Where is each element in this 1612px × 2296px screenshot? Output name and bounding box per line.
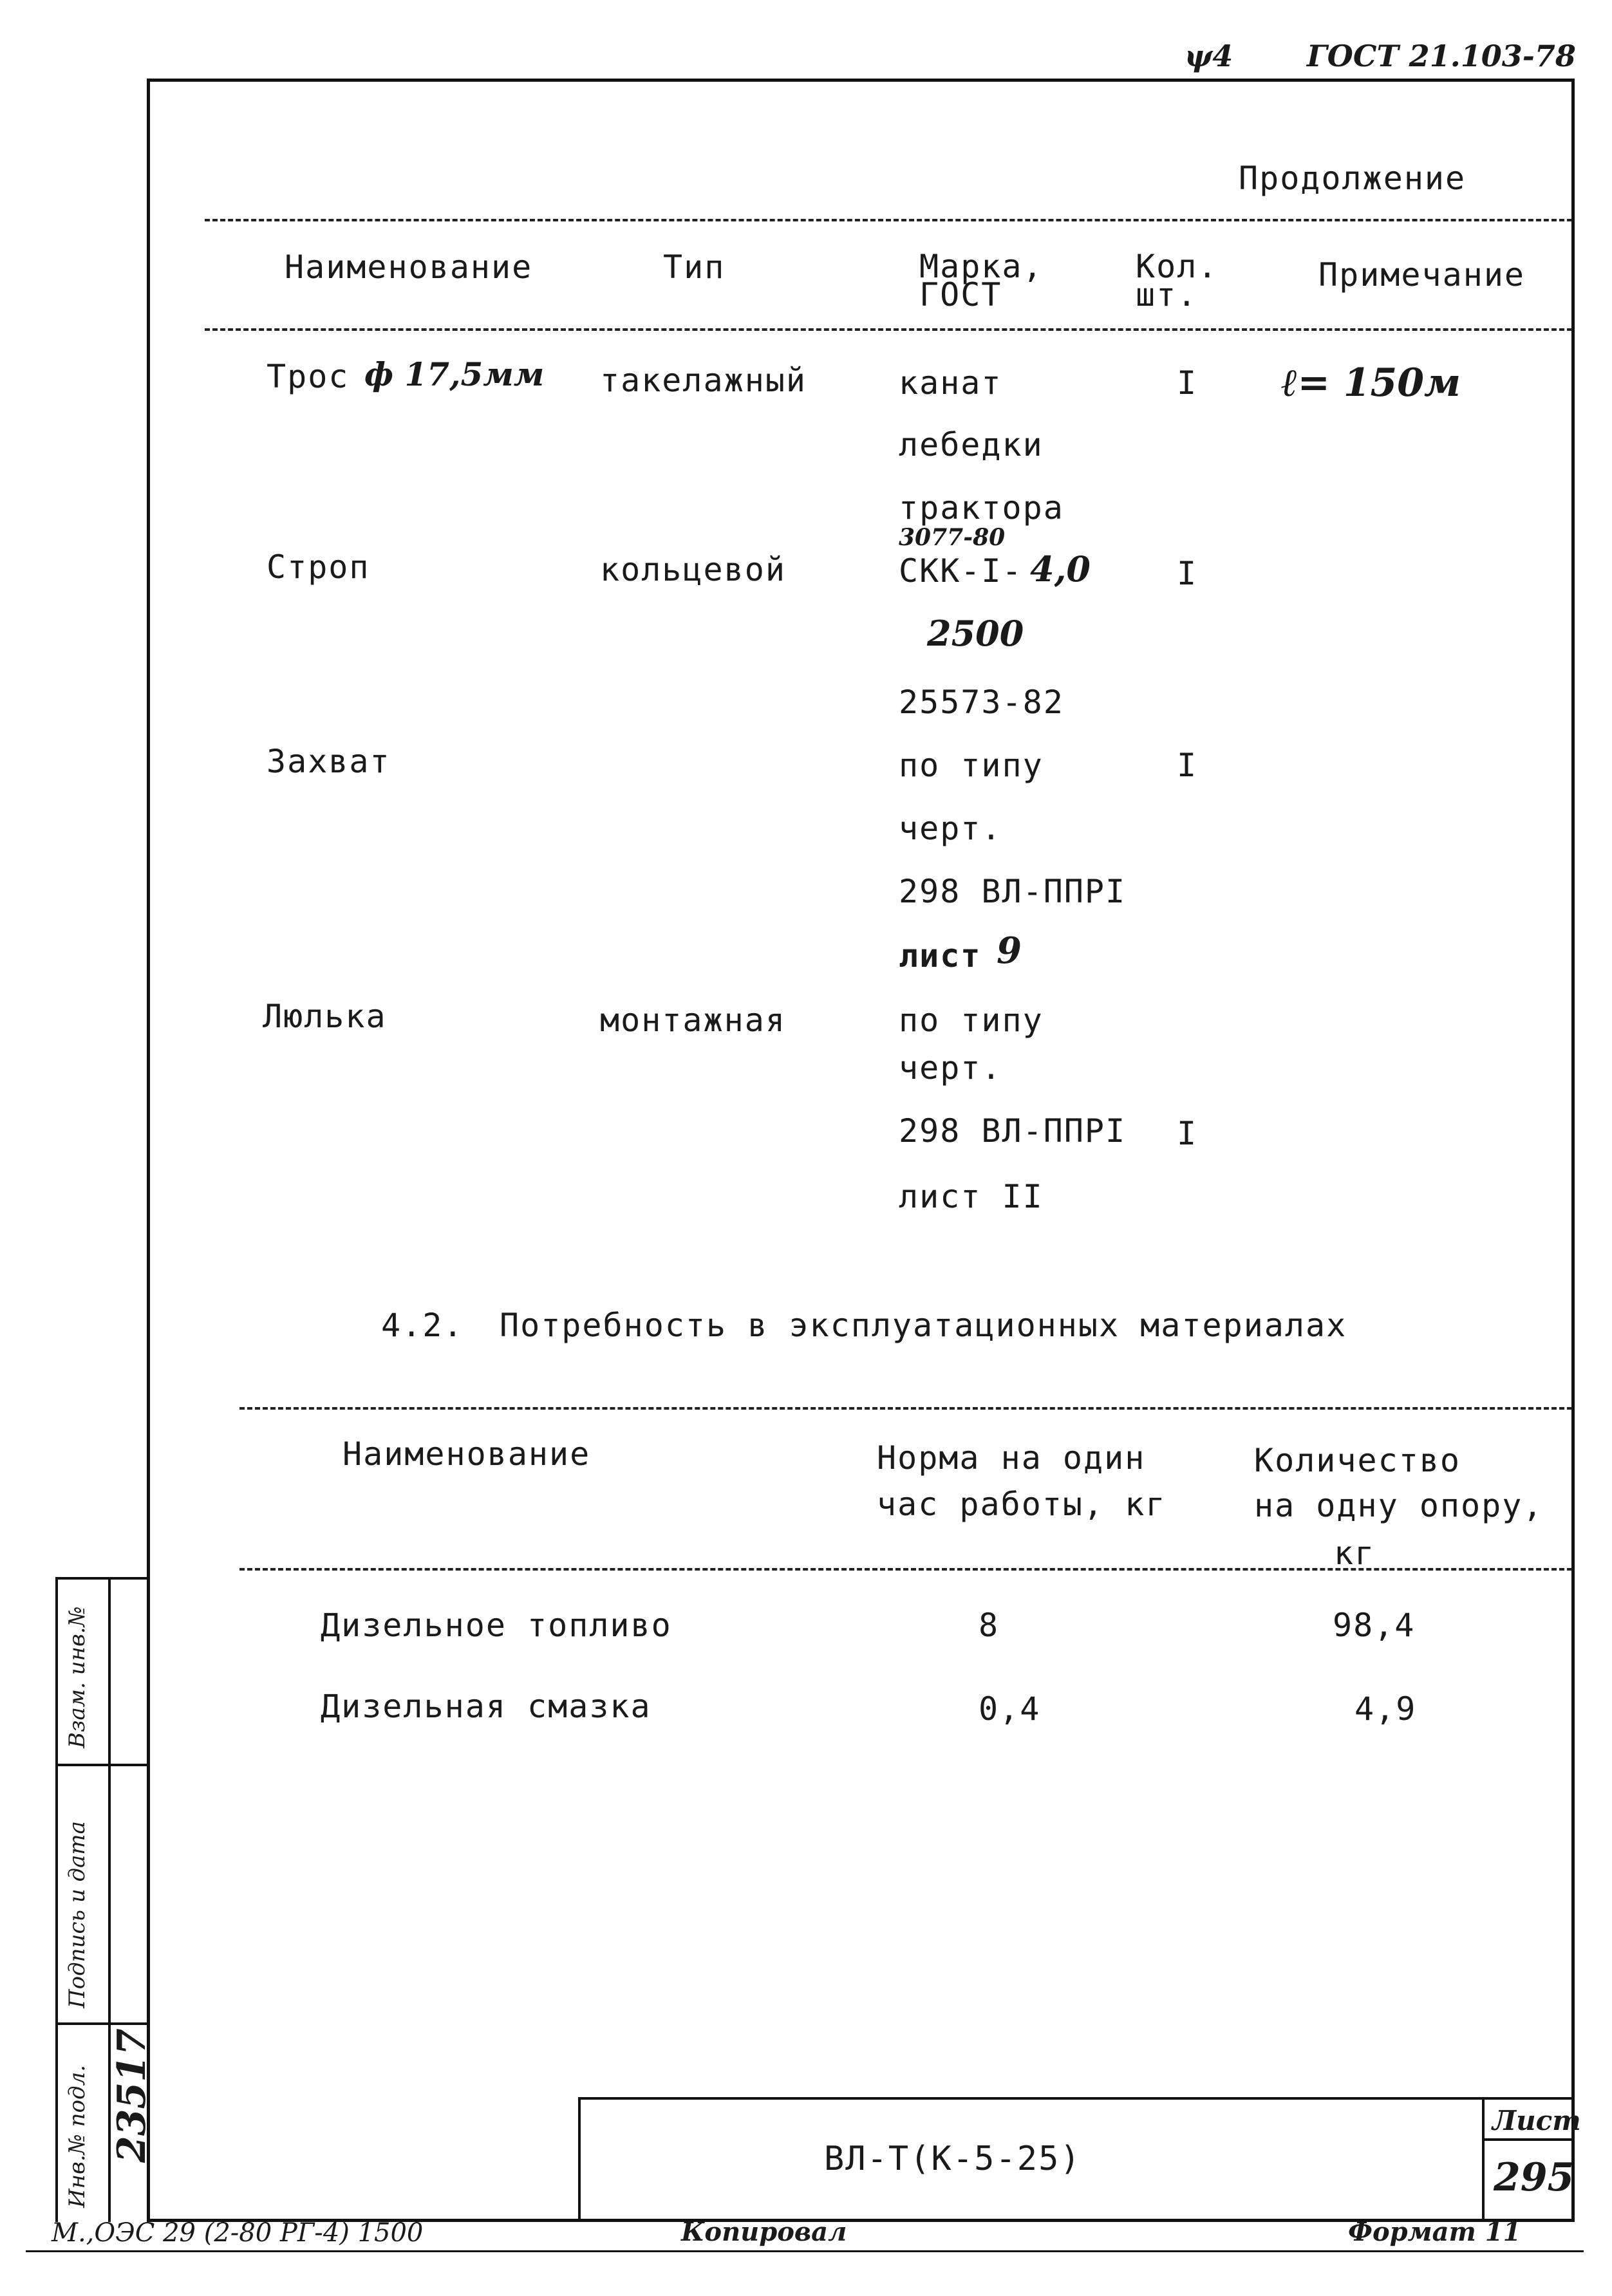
continuation-label: Продолжение	[1239, 160, 1467, 197]
title-block-sheet-rule	[1482, 2138, 1575, 2141]
table1-top-rule	[205, 219, 1572, 221]
row-mark-line: черт.	[899, 1049, 1002, 1087]
t2-row-qty: 98,4	[1333, 1607, 1416, 1644]
sign-label: Подпись и дата	[64, 1821, 90, 2008]
section-title: Потребность в эксплуатационных материалах	[500, 1307, 1347, 1344]
t2-col-qty-header: на одну опору,	[1254, 1487, 1544, 1524]
col-name-header: Наименование	[285, 248, 533, 286]
row-mark-line: лист II	[899, 1178, 1044, 1215]
row-type: монтажная	[600, 1002, 786, 1039]
t2-col-qty-header: кг	[1334, 1535, 1376, 1572]
row-qty: I	[1177, 1115, 1198, 1152]
standard-code: ГОСТ 21.103-78	[1307, 39, 1576, 73]
row-mark-gost-above: 3077-80	[899, 524, 1006, 551]
col-mark-header	[919, 248, 1067, 313]
sheet-number: 295	[1494, 2155, 1575, 2200]
col-mark-header-text: Марка, ГОСТ	[919, 248, 1044, 313]
table2-top-rule	[239, 1407, 1572, 1410]
row-mark-line: по типу	[899, 747, 1044, 784]
footer-rule	[26, 2250, 1584, 2252]
row-name: Строп	[267, 548, 370, 586]
row-mark-gost: 25573-82	[899, 684, 1064, 721]
row-type: кольцевой	[600, 551, 786, 588]
row-mark-line: 298 ВЛ-ППРI	[899, 873, 1127, 910]
row-mark-line: черт.	[899, 810, 1002, 847]
replace-label: Взам. инв.№	[64, 1606, 90, 1748]
row-note: ℓ= 150м	[1281, 360, 1461, 406]
sheet-mark: ψ4	[1185, 39, 1233, 73]
t2-row-name: Дизельная смазка	[321, 1688, 651, 1725]
title-block-top	[578, 2097, 1575, 2100]
title-block-sheet-divider	[1482, 2097, 1485, 2222]
sheet-label: Лист	[1492, 2105, 1581, 2136]
t2-row-name: Дизельное топливо	[321, 1607, 672, 1644]
side-stamp-left-border	[55, 1577, 58, 2222]
title-block-left	[578, 2097, 581, 2222]
row-mark-line: по типу	[899, 1002, 1044, 1039]
footer-order: М.,ОЭС 29 (2-80 РГ-4) 1500	[52, 2218, 424, 2248]
col-qty-header-text: Кол. шт.	[1136, 248, 1219, 313]
col-note-header: Примечание	[1318, 256, 1526, 294]
row-mark-hand: 4,0	[1030, 548, 1091, 590]
row-qty: I	[1177, 747, 1198, 784]
row-mark-sheet-hand: 9	[997, 929, 1022, 972]
row-mark-hand2: 2500	[927, 613, 1024, 654]
footer-copied: Копировал	[681, 2217, 847, 2247]
row-name: Люлька	[263, 998, 387, 1035]
row-name: Трос	[267, 358, 350, 395]
t2-col-qty-header: Количество	[1254, 1442, 1461, 1479]
row-mark-line: 298 ВЛ-ППРI	[899, 1112, 1127, 1150]
col-qty-header	[1136, 248, 1219, 313]
side-stamp-rule	[55, 1764, 148, 1766]
t2-col-norm-header: час работы, кг	[877, 1486, 1167, 1523]
col-type-header: Тип	[663, 248, 726, 286]
designation: ВЛ-Т(К-5-25)	[824, 2140, 1082, 2178]
t2-row-qty: 4,9	[1354, 1690, 1417, 1728]
row-mark-sheet: лист	[899, 937, 982, 975]
t2-row-norm: 8	[979, 1607, 1000, 1644]
row-name: Захват	[267, 743, 391, 780]
row-qty: I	[1177, 364, 1198, 402]
t2-row-norm: 0,4	[979, 1690, 1041, 1728]
row-mark-line: лебедки	[899, 426, 1044, 463]
t2-col-name-header: Наименование	[342, 1435, 591, 1473]
section-number: 4.2.	[381, 1307, 464, 1344]
footer-format: Формат 11	[1348, 2217, 1521, 2247]
row-mark-line: канат	[899, 364, 1002, 402]
row-type: такелажный	[600, 362, 807, 399]
t2-col-norm-header: Норма на один	[877, 1439, 1146, 1477]
inv-label: Инв.№ подл.	[64, 2065, 90, 2208]
row-qty: I	[1177, 555, 1198, 592]
table1-header-rule	[205, 328, 1572, 331]
side-stamp-rule	[55, 2022, 148, 2025]
row-name-note: ф 17,5мм	[364, 355, 545, 393]
inv-number: 23517	[109, 2028, 155, 2163]
row-mark-line: трактора	[899, 489, 1064, 527]
row-mark-main: СКК-I-	[899, 552, 1023, 590]
side-stamp-top-border	[55, 1577, 148, 1580]
